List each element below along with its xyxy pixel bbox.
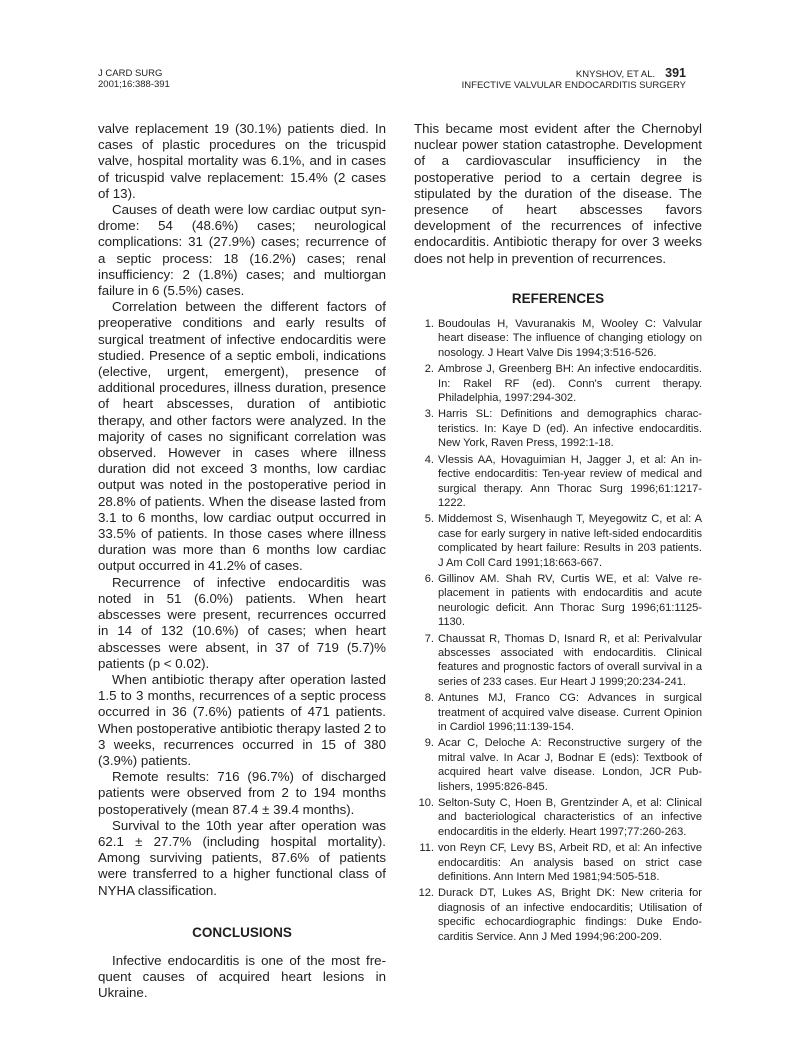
body-paragraph: Correlation between the different factors of preoperative conditions and early results of surgical treatment of infective endocarditis were studied. Presence of a septic emboli, indications (elective, urgent, emergent), presence of additional procedures, illness duration, presence of heart abscesses, duration of antibiotic therapy, and other factors were analyzed. In the majority of cases no significant correlation was observed. However in cases where illness duration did not exceed 3 months, low cardiac output was noted in the postoperative period in 28.8% of patients. When the disease lasted from 3.1 to 6 months, low cardiac output occurred in 33.5% of patients. In those cases where illness duration was more than 6 months low cardiac output occurred in 41.2% of cases.	[98, 299, 386, 574]
reference-text: Chaussat R, Thomas D, Isnard R, et al: Perivalvular abscesses associated with endocarditis. Clinical features and prognostic factors of overall survival in a series of 233 cases. Eur Heart J 1999;20:234-241.	[438, 632, 702, 688]
header-authors: KNYSHOV, ET AL.	[575, 69, 656, 80]
reference-number: 5.	[424, 513, 434, 526]
running-title: INFECTIVE VALVULAR ENDOCARDITIS SURGERY	[461, 80, 686, 91]
reference-item	[414, 796, 702, 839]
reference-text: Vlessis AA, Hovaguimian H, Jagger J, et al: An infective endocarditis: Ten-year review of medical and surgical therapy. Ann Thorac Surg 1996;61:1217-1222.	[438, 453, 702, 509]
reference-text: Ambrose J, Greenberg BH: An infective endocarditis. In: Rakel RF (ed). Conn's current therapy. Philadelphia, 1997:294-302.	[438, 363, 702, 405]
reference-item	[414, 317, 702, 360]
reference-item	[414, 632, 702, 690]
reference-number: 7.	[424, 632, 434, 645]
reference-item	[414, 512, 702, 570]
reference-text: Durack DT, Lukes AS, Bright DK: New criteria for diagnosis of an infective endocarditis; Utilisation of specific echocardiographic findings: Duke Endocarditis Service. Ann J Med 1994;96:200-209.	[438, 887, 702, 943]
reference-item	[414, 886, 702, 944]
reference-number: 2.	[424, 363, 434, 376]
references-heading: REFERENCES	[511, 290, 605, 306]
page-number: 391	[665, 66, 686, 80]
conclusions-heading: CONCLUSIONS	[192, 924, 292, 940]
reference-text: Selton-Suty C, Hoen B, Grentzinder A, et al: Clinical and bacteriological characteristics of an infective endocarditis in the elderly. Heart 1997;77:260-263.	[438, 797, 702, 838]
body-paragraph: This became most evident after the Chernobyl nuclear power station catastrophe. Development of a cardiovascular insufficiency in the postoperative period to a certain degree is stipulated by the duration of the disease. The presence of heart abscesses favors development of the recurrences of infective endocarditis. Antibiotic therapy for over 3 weeks does not help in prevention of recurrences.	[414, 121, 702, 266]
reference-text: Boudoulas H, Vavuranakis M, Wooley C: Valvular heart disease: The influence of changing etiology on nosology. J Heart Valve Dis 1994;3:516-526.	[438, 318, 702, 359]
reference-item	[414, 407, 702, 450]
body-paragraph: Remote results: 716 (96.7%) of discharged patients were observed from 2 to 194 months postoperatively (mean 87.4 ± 39.4 months).	[98, 769, 386, 817]
reference-text: Gillinov AM. Shah RV, Curtis WE, et al: Valve replacement in patients with endocarditis and acute neurologic deficit. Ann Thorac Surg 1996;61:1125-1130.	[438, 572, 702, 629]
body-paragraph: When antibiotic therapy after operation lasted 1.5 to 3 months, recurrences of a septic process occurred in 36 (7.6%) patients of 471 patients. When postoperative antibiotic therapy lasted 2 to 3 weeks, recurrences occurred in 15 of 380 (3.9%) patients.	[98, 671, 386, 768]
reference-item	[414, 453, 702, 511]
reference-number: 12.	[418, 887, 434, 900]
reference-list	[414, 317, 702, 944]
left-column	[98, 121, 386, 1002]
reference-item	[414, 841, 702, 884]
body-paragraph: Recurrence of infective endocarditis was noted in 51 (6.0%) patients. When heart abscesses were present, recurrences occurred in 14 of 132 (10.6%) of cases; when heart abscesses were absent, in 37 of 719 (5.7)% patients (p < 0.02).	[98, 574, 386, 671]
reference-number: 8.	[424, 692, 434, 705]
reference-number: 11.	[419, 842, 434, 855]
body-paragraph: valve replacement 19 (30.1%) patients died. In cases of plastic procedures on the tricuspid valve, hospital mortality was 6.1%, and in cases of tricuspid valve replacement: 15.4% (2 cases of 13).	[98, 121, 386, 201]
journal-name: J CARD SURG	[98, 68, 163, 79]
reference-text: Middemost S, Wisenhaugh T, Meyegowitz C, et al: A case for early surgery in native left-sided endocarditis complicated by heart failure: Results in 203 patients. J Am Coll Card 1991;18:663-667.	[438, 513, 702, 569]
reference-number: 3.	[424, 408, 434, 421]
running-header-right	[462, 68, 686, 91]
reference-text: Acar C, Deloche A: Reconstructive surgery of the mitral valve. In Acar J, Bodnar E (eds): Textbook of acquired heart valve disease. London, JCR Publishers, 1995:826-845.	[438, 737, 702, 793]
reference-text: von Reyn CF, Levy BS, Arbeit RD, et al: An infective endocarditis: An analysis based on strict case definitions. Ann Intern Med 1981;94:505-518.	[438, 842, 702, 884]
reference-number: 9.	[424, 737, 434, 750]
body-paragraph: Causes of death were low cardiac output syndrome: 54 (48.6%) cases; neurological complications: 31 (27.9%) cases; recurrence of a septic process: 18 (16.2%) cases; renal insufficiency: 2 (1.8%) cases; and multiorgan failure in 6 (5.5%) cases.	[98, 202, 386, 299]
reference-item	[414, 736, 702, 794]
reference-item	[414, 362, 702, 405]
reference-text: Harris SL: Definitions and demographics characteristics. In: Kaye D (ed). An infective endocarditis. New York, Raven Press, 1992:1-18.	[438, 408, 702, 450]
journal-citation: 2001;16:388-391	[98, 79, 170, 90]
reference-number: 6.	[424, 572, 434, 585]
reference-number: 10.	[418, 797, 434, 810]
reference-item	[414, 691, 702, 734]
right-column	[414, 121, 702, 946]
reference-item	[414, 572, 702, 630]
reference-number: 1.	[424, 318, 434, 331]
body-paragraph: Infective endocarditis is one of the most frequent causes of acquired heart lesions in Ukraine.	[98, 952, 386, 1001]
reference-text: Antunes MJ, Franco CG: Advances in surgical treatment of acquired valve disease. Current Opinion in Cardiol 1996;11:139-154.	[438, 692, 702, 733]
body-paragraph: Survival to the 10th year after operation was 62.1 ± 27.7% (including hospital mortality). Among surviving patients, 87.6% of patients were transferred to a higher functional class of NYHA classification.	[98, 817, 386, 898]
reference-number: 4.	[424, 453, 434, 466]
running-header-left	[98, 68, 170, 90]
